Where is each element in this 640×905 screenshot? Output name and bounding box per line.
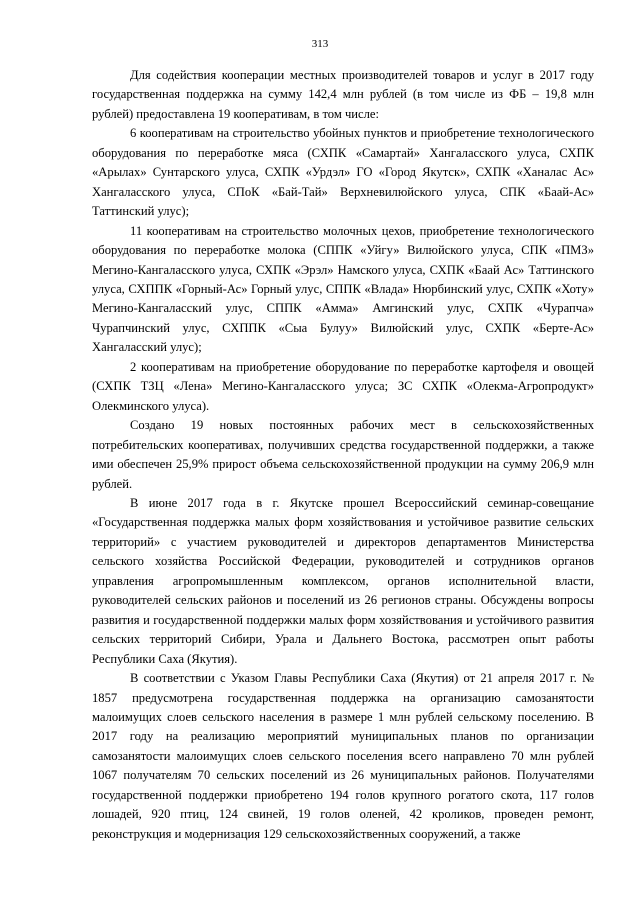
paragraph-meat-processing: 6 кооперативам на строительство убойных пунктов и приобретение технологического оборудования по переработке мяса (СХПК «Самартай» Хангаласского улуса, СХПК «Арылах» Сунтарского улуса, СХПК «Урдэл» ГО «Город Якутск», СХПК «Ханалас Ас» Хангаласского улуса, СПоК «Бай-Тай» Верхневилюйского улуса, СПК «Баай-Ас» Таттинский улус); (92, 126, 594, 219)
paragraph-self-employment: В соответствии с Указом Главы Республики Саха (Якутия) от 21 апреля 2017 г. № 1857 предусмотрена государственная поддержка на организацию самозанятости малоимущих слоев сельского населения в размере 1 млн рублей сельскому поселению. В 2017 году на реализацию мероприятий муниципальных планов по организации самозанятости малоимущих слоев сельского поселения всего направлено 70 млн рублей 1067 получателям 70 сельских поселений из 26 муниципальных районов. Получателями государственной поддержки приобретено 194 голов крупного рогатого скота, 117 голов лошадей, 920 птиц, 124 свиней, 19 голов оленей, 42 кроликов, проведен ремонт, реконструкция и модернизация 129 сельскохозяйственных сооружений, а также (92, 671, 594, 841)
paragraph-cooperation-support: Для содействия кооперации местных производителей товаров и услуг в 2017 году государственная поддержка на сумму 142,4 млн рублей (в том числе из ФБ – 19,8 млн рублей) предоставлена 19 кооперативам, в том числе: (92, 68, 594, 121)
document-body (92, 66, 594, 844)
page-number: 313 (311, 38, 329, 50)
paragraph-dairy-processing: 11 кооперативам на строительство молочных цехов, приобретение технологического оборудования по переработке молока (СППК «Уйгу» Вилюйского улуса, СПК «ПМЗ» Мегино-Кангаласского улуса, СХПК «Эрэл» Намского улуса, СХПК «Баай Ас» Таттинского улуса, СХППК «Горный-Ас» Горный улус, СППК «Влада» Нюрбинский улус, СХПК «Хоту» Мегино-Кангаласский улус, СППК «Амма» Амгинский улус, СХПК «Чурапча» Чурапчинский улус, СХППК «Сыа Булуу» Вилюйский улус, СХПК «Берте-Ас» Хангаласский улус); (92, 223, 594, 355)
paragraph-new-jobs: Создано 19 новых постоянных рабочих мест в сельскохозяйственных потребительских кооперативах, получивших средства государственной поддержки, а также ими обеспечен 25,9% прирост объема сельскохозяйственной продукции на сумму 206,9 млн рублей. (92, 418, 594, 491)
paragraph-vegetable-processing: 2 кооперативам на приобретение оборудование по переработке картофеля и овощей (СХПК ТЗЦ «Лена» Мегино-Кангаласского улуса; ЗС СХПК «Олекма-Агропродукт» Олекминского улуса). (92, 359, 594, 413)
paragraph-seminar: В июне 2017 года в г. Якутске прошел Всероссийский семинар-совещание «Государственная поддержка малых форм хозяйствования и устойчивое развитие сельских территорий» с участием руководителей и директоров департаментов Министерства сельского хозяйства Российской Федерации, руководителей и сотрудников органов управления агропромышленным комплексом, органов исполнительной власти, руководителей сельских районов и поселений из 26 регионов страны. Обсуждены вопросы развития и государственной поддержки малых форм хозяйствования и устойчивого развития сельских территорий Сибири, Урала и Дальнего Востока, рассмотрен опыт работы Республики Саха (Якутия). (92, 495, 594, 666)
